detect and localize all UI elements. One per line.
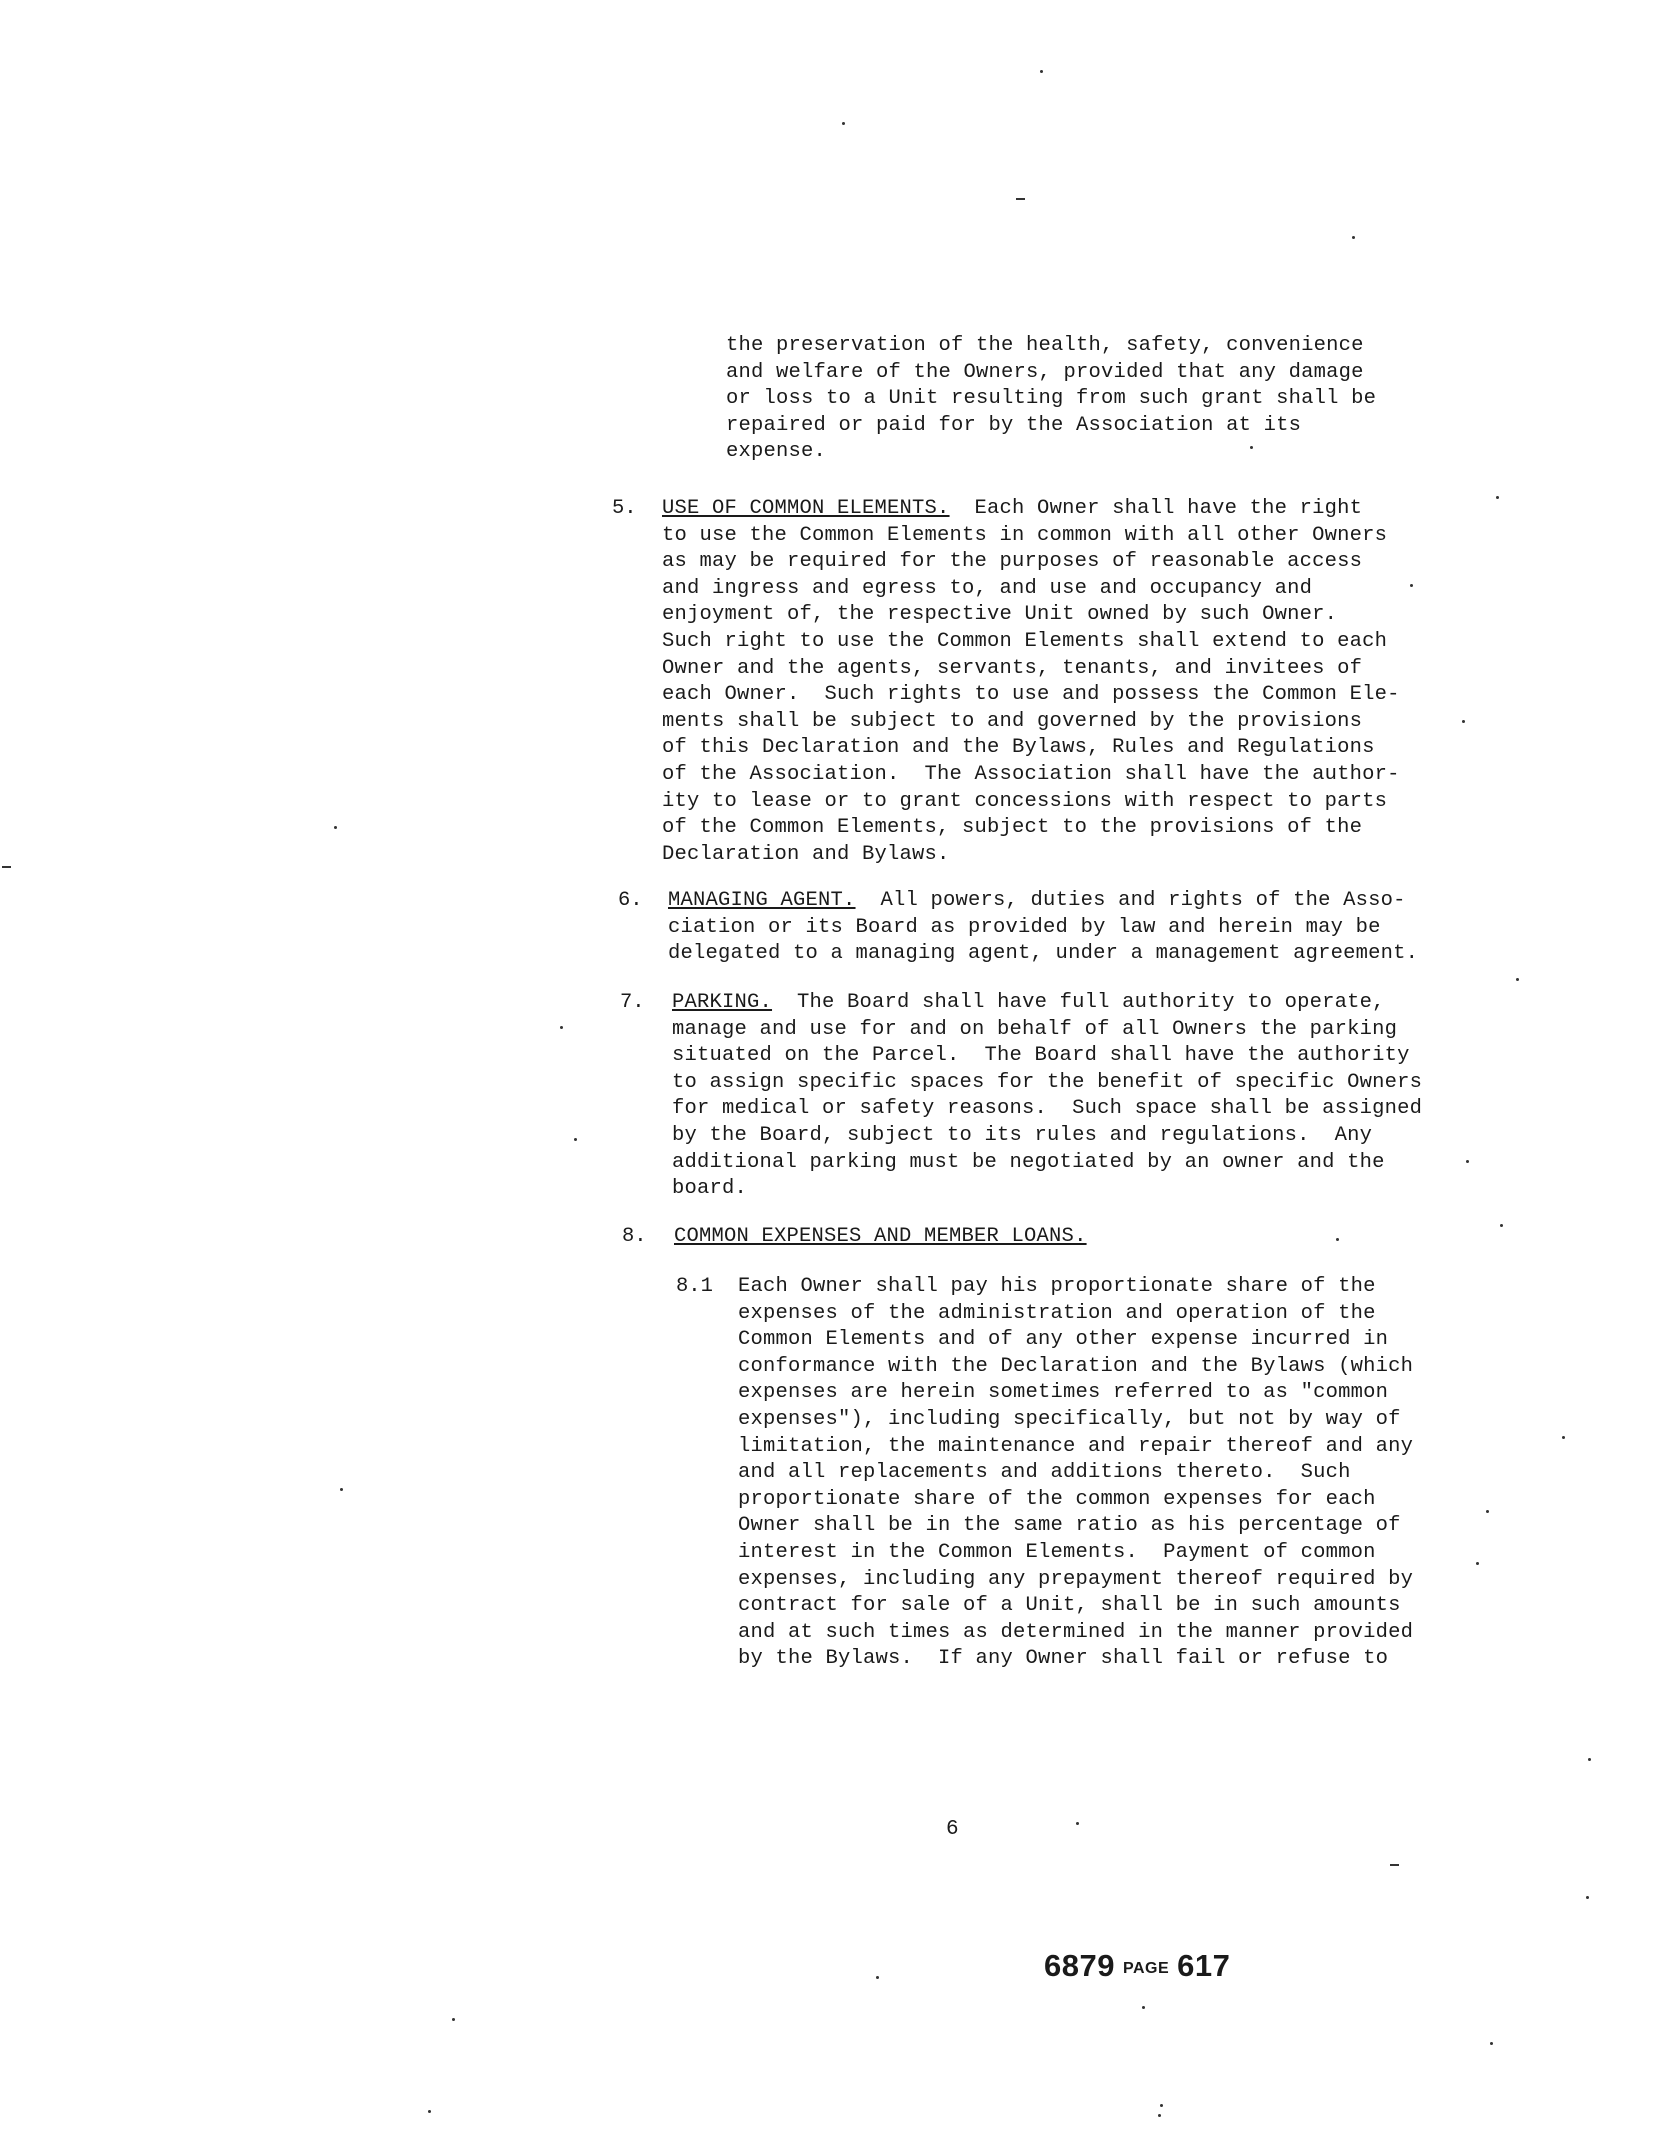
scan-speck	[1142, 2006, 1145, 2009]
text-line: expenses are herein sometimes referred to as "common	[738, 1381, 1389, 1405]
stamp-page-number: 617	[1177, 1948, 1231, 1983]
scan-speck	[1466, 1160, 1469, 1163]
stamp-page-label: PAGE	[1122, 1960, 1170, 1977]
text-line: Owner shall be in the same ratio as his percentage of	[738, 1514, 1401, 1538]
text-line: as may be required for the purposes of reasonable access	[662, 550, 1363, 574]
text-line: and at such times as determined in the manner provided	[738, 1620, 1414, 1644]
scan-speck	[1496, 496, 1499, 499]
text-line: expenses, including any prepayment thereof required by	[738, 1567, 1414, 1591]
text-line: ments shall be subject to and governed by the provisions	[662, 709, 1363, 733]
scan-speck	[1352, 236, 1355, 239]
text-line: manage and use for and on behalf of all Owners the parking	[672, 1017, 1398, 1041]
text-line: to use the Common Elements in common with all other Owners	[662, 523, 1388, 547]
text-line: and ingress and egress to, and use and occupancy and	[662, 576, 1313, 600]
text-line	[662, 496, 1400, 523]
scan-speck	[1040, 70, 1043, 73]
text-line: by the Bylaws. If any Owner shall fail or refuse to	[738, 1647, 1389, 1671]
section-heading: MANAGING AGENT.	[668, 889, 856, 912]
scan-speck	[1462, 720, 1465, 723]
text-line: Common Elements and of any other expense incurred in	[738, 1328, 1389, 1352]
scan-speck	[334, 826, 337, 829]
text-line: expense.	[726, 440, 827, 464]
text-line: situated on the Parcel. The Board shall have the authority	[672, 1044, 1410, 1068]
scan-speck	[1476, 1562, 1479, 1565]
text-fragment: Each Owner shall have the right	[949, 497, 1363, 520]
scan-speck	[1250, 446, 1253, 449]
scan-speck	[842, 122, 845, 125]
scan-speck	[428, 2110, 431, 2113]
text-line: ity to lease or to grant concessions with respect to parts	[662, 789, 1388, 813]
scan-speck	[340, 1488, 343, 1491]
section-heading: PARKING.	[672, 991, 773, 1014]
text-line: enjoyment of, the respective Unit owned by such Owner.	[662, 603, 1338, 627]
text-fragment: All powers, duties and rights of the Asso-	[855, 889, 1406, 912]
text-line: and welfare of the Owners, provided that any damage	[726, 360, 1364, 384]
scan-speck	[1160, 2104, 1163, 2107]
scan-speck	[1586, 1896, 1589, 1899]
text-line: Owner and the agents, servants, tenants, and invitees of	[662, 656, 1363, 680]
section-number: 6.	[618, 889, 643, 912]
text-line: of this Declaration and the Bylaws, Rules and Regulations	[662, 736, 1375, 760]
scan-speck	[560, 1026, 563, 1029]
scan-speck	[574, 1138, 577, 1141]
text-line	[668, 888, 1418, 915]
section-number: 7.	[620, 991, 645, 1014]
recording-stamp	[1044, 1948, 1230, 1984]
page-number: 6	[946, 1818, 959, 1841]
scan-speck	[1016, 198, 1025, 200]
scan-speck	[876, 1976, 879, 1979]
text-fragment: The Board shall have full authority to operate,	[772, 991, 1385, 1014]
text-line: contract for sale of a Unit, shall be in such amounts	[738, 1594, 1401, 1618]
text-line: expenses"), including specifically, but not by way of	[738, 1407, 1401, 1431]
text-line: the preservation of the health, safety, convenience	[726, 334, 1364, 357]
scan-speck	[1588, 1758, 1591, 1761]
text-line: of the Common Elements, subject to the provisions of the	[662, 816, 1363, 840]
text-line: ciation or its Board as provided by law and herein may be	[668, 915, 1381, 939]
scan-speck	[1500, 1224, 1503, 1227]
text-line: of the Association. The Association shall have the author-	[662, 762, 1400, 786]
text-line: for medical or safety reasons. Such space shall be assigned	[672, 1097, 1423, 1121]
stamp-book-number: 6879	[1044, 1948, 1115, 1983]
continuation-paragraph	[726, 333, 1376, 466]
text-line: Each Owner shall pay his proportionate share of the	[738, 1275, 1376, 1298]
text-line: Such right to use the Common Elements shall extend to each	[662, 629, 1388, 653]
subsection-number: 8.1	[676, 1275, 713, 1298]
scan-speck	[2, 866, 11, 868]
text-line: to assign specific spaces for the benefit of specific Owners	[672, 1070, 1423, 1094]
scan-speck	[1516, 978, 1519, 981]
scan-speck	[1410, 584, 1413, 587]
section-number: 5.	[612, 497, 637, 520]
text-line: board.	[672, 1177, 748, 1201]
scan-speck	[1076, 1822, 1079, 1825]
text-line: additional parking must be negotiated by an owner and the	[672, 1150, 1385, 1174]
section-heading: COMMON EXPENSES AND MEMBER LOANS.	[674, 1225, 1087, 1248]
text-line: by the Board, subject to its rules and regulations. Any	[672, 1123, 1373, 1147]
text-line: delegated to a managing agent, under a management agreement.	[668, 942, 1419, 966]
text-line: or loss to a Unit resulting from such grant shall be	[726, 387, 1377, 411]
text-line: interest in the Common Elements. Payment of common	[738, 1540, 1376, 1564]
text-line: and all replacements and additions thereto. Such	[738, 1461, 1351, 1485]
text-line: repaired or paid for by the Association at its	[726, 413, 1302, 437]
text-line: expenses of the administration and operation of the	[738, 1301, 1376, 1325]
text-line: Declaration and Bylaws.	[662, 842, 950, 866]
section-heading: USE OF COMMON ELEMENTS.	[662, 497, 950, 520]
scan-speck	[1158, 2114, 1161, 2117]
text-line: each Owner. Such rights to use and possess the Common Ele-	[662, 683, 1400, 707]
scan-speck	[452, 2018, 455, 2021]
scan-speck	[1562, 1436, 1565, 1439]
scan-speck	[1486, 1510, 1489, 1513]
text-line	[672, 990, 1422, 1017]
text-line: proportionate share of the common expenses for each	[738, 1487, 1376, 1511]
scan-speck	[1336, 1238, 1339, 1241]
scan-speck	[1390, 1864, 1399, 1866]
scan-speck	[1490, 2042, 1493, 2045]
section-number: 8.	[622, 1225, 647, 1248]
text-line: conformance with the Declaration and the Bylaws (which	[738, 1354, 1414, 1378]
text-line: limitation, the maintenance and repair thereof and any	[738, 1434, 1414, 1458]
